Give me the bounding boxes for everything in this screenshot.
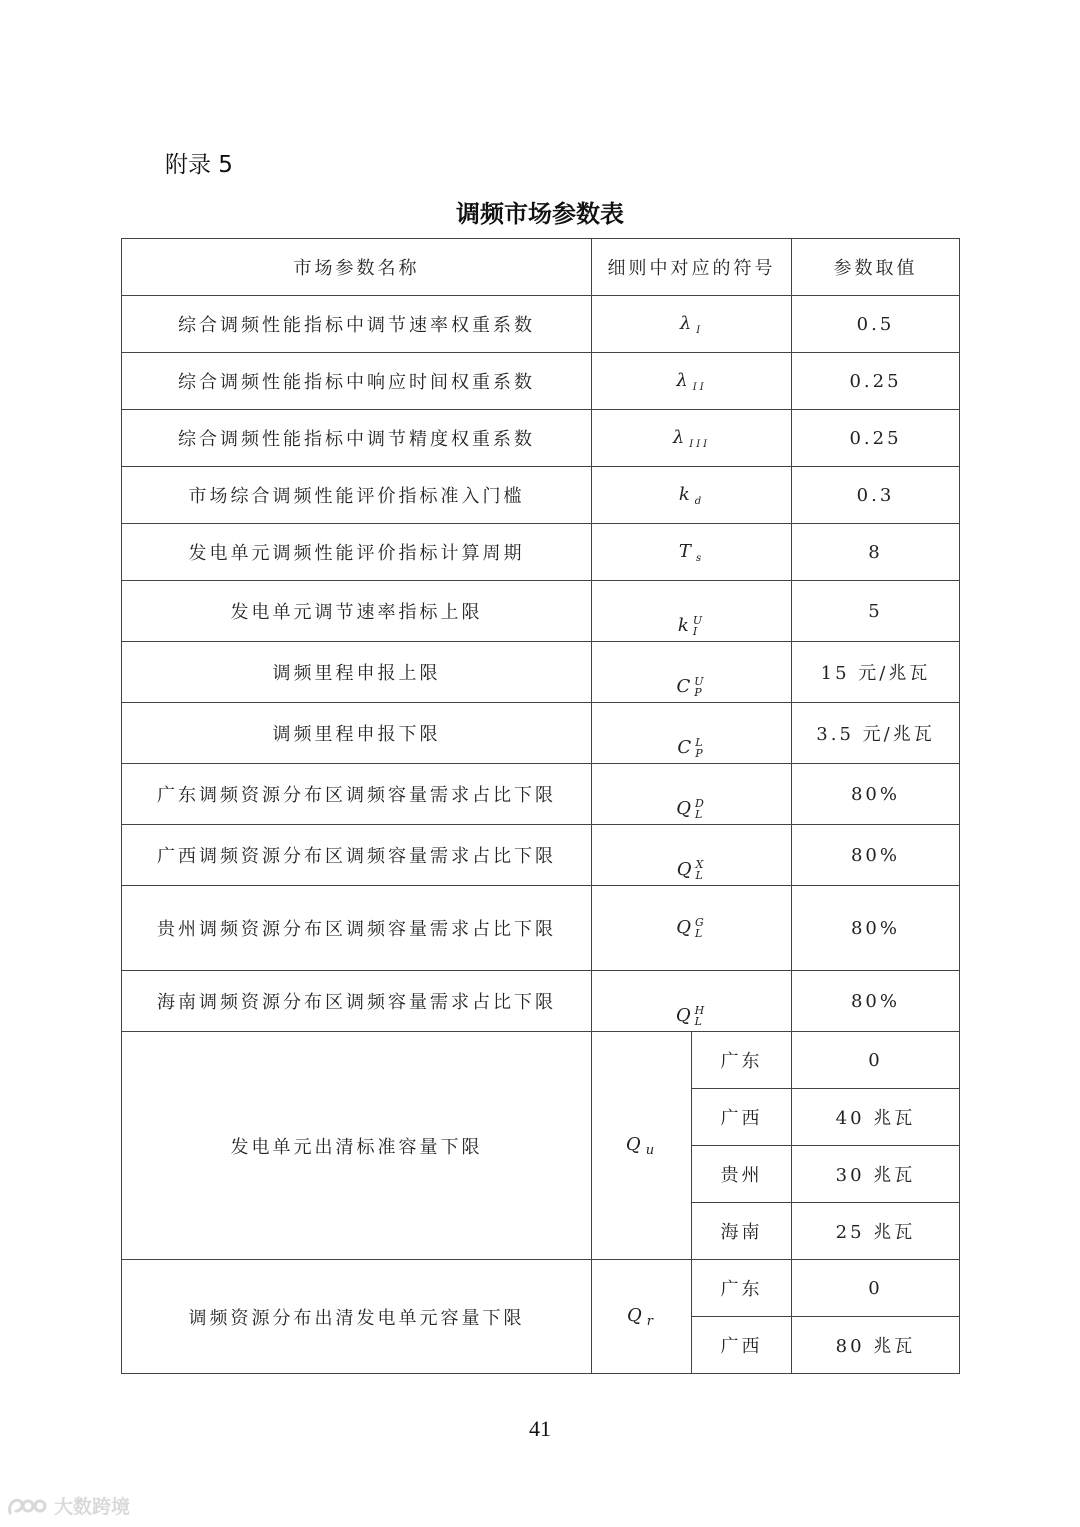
table-row <box>122 353 960 410</box>
region-value: 40 兆瓦 <box>792 1089 960 1146</box>
table-row <box>122 1032 960 1089</box>
param-value: 8 <box>792 524 960 581</box>
param-value: 0.25 <box>792 410 960 467</box>
param-value: 0.5 <box>792 296 960 353</box>
table-row <box>122 971 960 1032</box>
region-value: 0 <box>792 1032 960 1089</box>
table-row <box>122 886 960 971</box>
param-symbol: k U I <box>592 581 792 642</box>
watermark <box>6 1492 130 1519</box>
param-name: 广东调频资源分布区调频容量需求占比下限 <box>122 764 592 825</box>
region-value: 0 <box>792 1260 960 1317</box>
param-value: 5 <box>792 581 960 642</box>
param-symbol: λ $_{II}$ <box>592 353 792 410</box>
region-label: 海南 <box>692 1203 792 1260</box>
param-value: 80% <box>792 886 960 971</box>
param-value: 0.3 <box>792 467 960 524</box>
param-symbol: Q H L <box>592 971 792 1032</box>
param-name: 综合调频性能指标中响应时间权重系数 <box>122 353 592 410</box>
param-value: 0.25 <box>792 353 960 410</box>
page-title: 调频市场参数表 <box>456 200 624 228</box>
group-name: 发电单元出清标准容量下限 <box>122 1032 592 1260</box>
group-symbol: Q $_r$ <box>592 1260 692 1374</box>
table-row <box>122 410 960 467</box>
region-label: 广西 <box>692 1317 792 1374</box>
param-symbol: Q G L <box>592 886 792 971</box>
table-row <box>122 825 960 886</box>
brand-logo-icon <box>6 1495 50 1517</box>
param-symbol: k $_d$ <box>592 467 792 524</box>
param-name: 市场综合调频性能评价指标准入门槛 <box>122 467 592 524</box>
param-name: 综合调频性能指标中调节精度权重系数 <box>122 410 592 467</box>
region-value: 25 兆瓦 <box>792 1203 960 1260</box>
param-symbol: Q X L <box>592 825 792 886</box>
table-row <box>122 703 960 764</box>
param-name: 调频里程申报下限 <box>122 703 592 764</box>
table-row <box>122 1260 960 1317</box>
param-name: 贵州调频资源分布区调频容量需求占比下限 <box>122 886 592 971</box>
region-label: 贵州 <box>692 1146 792 1203</box>
group-symbol: Q $_u$ <box>592 1032 692 1260</box>
region-label: 广东 <box>692 1260 792 1317</box>
table-row <box>122 524 960 581</box>
header-symbol: 细则中对应的符号 <box>592 239 792 296</box>
param-name: 发电单元调频性能评价指标计算周期 <box>122 524 592 581</box>
region-label: 广东 <box>692 1032 792 1089</box>
param-name: 调频里程申报上限 <box>122 642 592 703</box>
param-value: 80% <box>792 971 960 1032</box>
region-value: 80 兆瓦 <box>792 1317 960 1374</box>
table-row <box>122 296 960 353</box>
param-symbol: λ $_{III}$ <box>592 410 792 467</box>
param-name: 综合调频性能指标中调节速率权重系数 <box>122 296 592 353</box>
table-row <box>122 467 960 524</box>
header-value: 参数取值 <box>792 239 960 296</box>
param-symbol: λ $_I$ <box>592 296 792 353</box>
table-row <box>122 581 960 642</box>
table-header-row <box>122 239 960 296</box>
param-symbol: T $_s$ <box>592 524 792 581</box>
page-number: 41 <box>529 1416 551 1441</box>
param-name: 海南调频资源分布区调频容量需求占比下限 <box>122 971 592 1032</box>
region-label: 广西 <box>692 1089 792 1146</box>
table-row <box>122 764 960 825</box>
watermark-text: 大数跨境 <box>54 1496 131 1518</box>
group-name: 调频资源分布出清发电单元容量下限 <box>122 1260 592 1374</box>
table-row <box>122 642 960 703</box>
appendix-label: 附录 5 <box>165 152 233 178</box>
param-symbol: Q D L <box>592 764 792 825</box>
param-value: 80% <box>792 764 960 825</box>
param-value: 80% <box>792 825 960 886</box>
param-value: 15 元/兆瓦 <box>792 642 960 703</box>
param-value: 3.5 元/兆瓦 <box>792 703 960 764</box>
parameter-table <box>121 238 960 1374</box>
param-symbol: C U P <box>592 642 792 703</box>
param-name: 发电单元调节速率指标上限 <box>122 581 592 642</box>
header-param-name: 市场参数名称 <box>122 239 592 296</box>
param-name: 广西调频资源分布区调频容量需求占比下限 <box>122 825 592 886</box>
region-value: 30 兆瓦 <box>792 1146 960 1203</box>
param-symbol: C L P <box>592 703 792 764</box>
